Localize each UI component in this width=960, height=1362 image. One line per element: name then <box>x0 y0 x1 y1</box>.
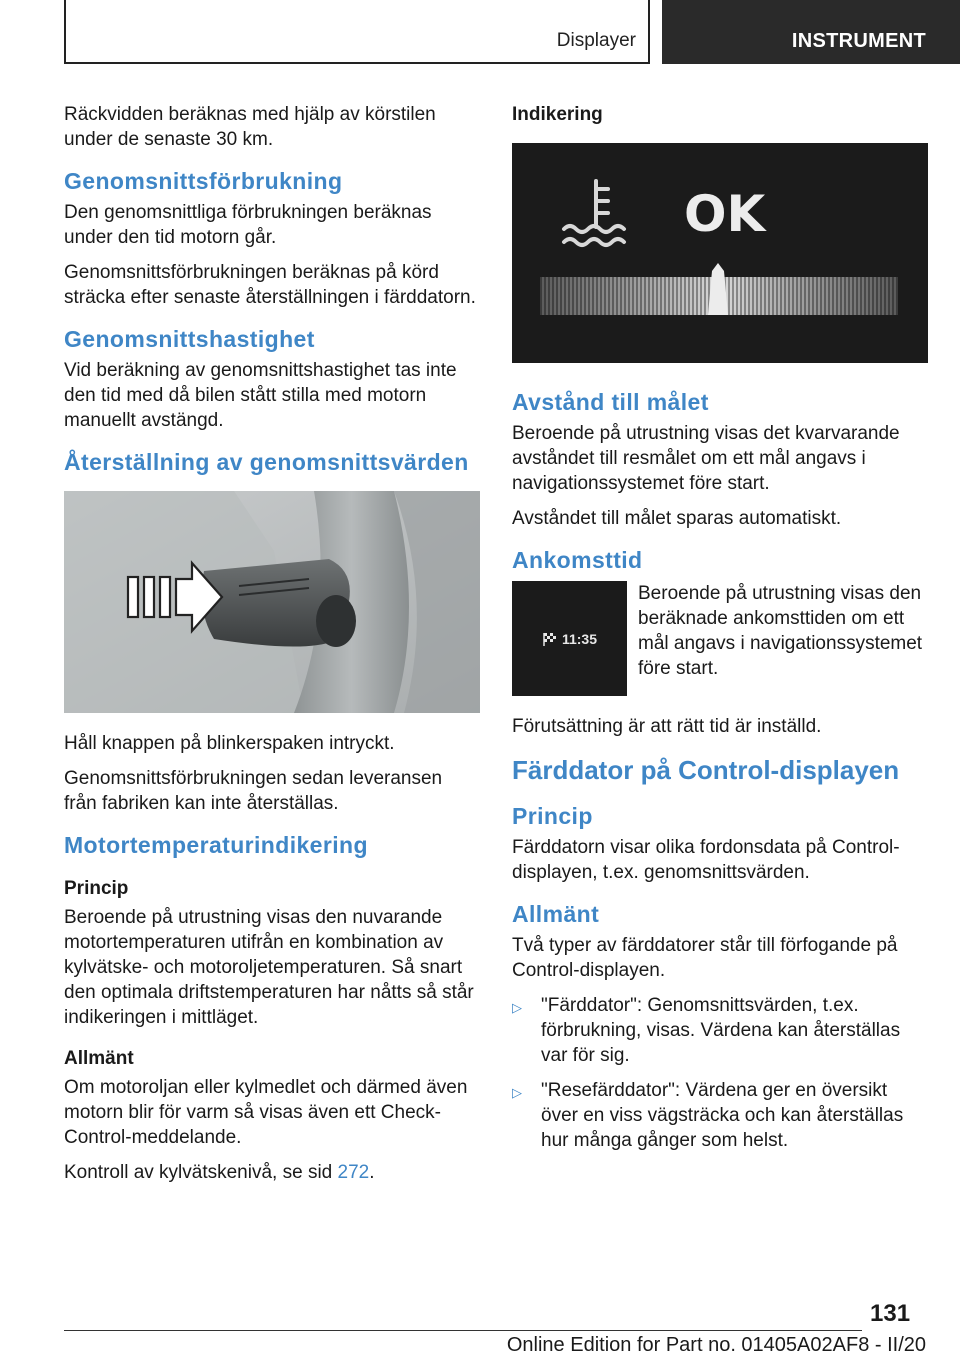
distance-text-2: Avståndet till målet sparas automatiskt. <box>512 508 842 529</box>
coolant-reference-end: . <box>369 1162 375 1183</box>
trip-principle-heading: Princip <box>512 803 593 829</box>
header-section-title: Displayer <box>556 30 636 51</box>
reset-heading: Återställning av genomsnittsvärden <box>64 449 469 475</box>
engine-temp-general-text: Om motoroljan eller kylmedlet och därmed även motorn blir för varm så visas även ett Check-Control-meddelande. <box>64 1077 468 1148</box>
display-ok-text: OK <box>684 185 766 243</box>
arrival-time-value: 11:35 <box>561 630 598 647</box>
right-column <box>512 102 928 1163</box>
left-column <box>64 102 480 1195</box>
trip-computer-types-list <box>512 993 928 1153</box>
arrival-text-2: Förutsättning är att rätt tid är inställd. <box>512 716 822 737</box>
distance-heading: Avstånd till målet <box>512 389 709 415</box>
list-item-text: "Färddator": Genomsnittsvärden, t.ex. förbrukning, visas. Värdena kan återställas var för sig. <box>541 995 901 1066</box>
avg-consumption-text-2: Genomsnittsförbrukningen beräknas på körd sträcka efter senaste återställningen i färddatorn. <box>64 262 476 308</box>
coolant-reference <box>64 1160 480 1185</box>
range-intro-text: Räckvidden beräknas med hjälp av körstilen under de senaste 30 km. <box>64 104 436 150</box>
reset-instruction-text: Håll knappen på blinkerspaken intryckt. <box>64 733 395 754</box>
trip-general-heading: Allmänt <box>512 901 600 927</box>
list-item-text: "Resefärddator": Värdena ger en översikt över en viss vägsträcka och kan återställas hur många gånger som helst. <box>541 1080 904 1151</box>
engine-temp-principle-text: Beroende på utrustning visas den nuvarande motortemperaturen utifrån en kombination av kylvätske- och motoroljetemperaturen. Så snart den optimala driftstemperaturen har nåtts så står indikeringen i mittläget. <box>64 907 474 1028</box>
trip-principle-text: Färddatorn visar olika fordonsdata på Control-displayen, t.ex. genomsnittsvärden. <box>512 837 900 883</box>
indication-heading: Indikering <box>512 104 603 125</box>
trip-general-text: Två typer av färddatorer står till förfogande på Control-displayen. <box>512 935 898 981</box>
distance-text-1: Beroende på utrustning visas det kvarvarande avståndet till resmålet om ett mål angavs i navigationssystemet före start. <box>512 423 900 494</box>
turn-signal-lever-illustration <box>64 491 480 713</box>
arrival-text-1: Beroende på utrustning visas den beräknade ankomsttiden om ett mål angavs i navigationssystemet före start. <box>638 583 923 679</box>
arrival-heading: Ankomsttid <box>512 547 643 573</box>
arrival-row <box>512 581 928 696</box>
page-number: 131 <box>870 1300 911 1327</box>
header-chapter-tab <box>662 0 960 64</box>
engine-temp-heading: Motortemperaturindikering <box>64 832 368 858</box>
triangle-bullet-icon: ▷ <box>512 1000 522 1015</box>
engine-temp-display <box>512 143 928 363</box>
trip-computer-heading: Färddator på Control-displayen <box>512 755 900 785</box>
engine-temp-principle-heading: Princip <box>64 878 129 899</box>
footer-edition: Online Edition for Part no. 01405A02AF8 - II/20 <box>506 1334 926 1356</box>
engine-temp-general-heading: Allmänt <box>64 1048 134 1069</box>
coolant-reference-text: Kontroll av kylvätskenivå, se sid <box>64 1162 338 1183</box>
triangle-bullet-icon: ▷ <box>512 1085 522 1100</box>
footer-divider <box>64 1330 862 1331</box>
coolant-page-link[interactable]: 272 <box>337 1162 370 1183</box>
header-chapter-title: INSTRUMENT <box>791 30 926 52</box>
destination-flag-icon <box>542 631 558 647</box>
avg-consumption-text-1: Den genomsnittliga förbrukningen beräknas under den tid motorn går. <box>64 202 432 248</box>
avg-consumption-heading: Genomsnittsförbrukning <box>64 168 343 194</box>
avg-speed-heading: Genomsnittshastighet <box>64 326 315 352</box>
avg-speed-text: Vid beräkning av genomsnittshastighet tas inte den tid med då bilen stått stilla med motorn manuellt avstängd. <box>64 360 457 431</box>
list-item <box>512 993 928 1068</box>
list-item <box>512 1078 928 1153</box>
arrival-time-display <box>512 581 627 696</box>
header-section-box <box>64 0 650 64</box>
reset-note-text: Genomsnittsförbrukningen sedan leveransen från fabriken kan inte återställas. <box>64 768 443 814</box>
